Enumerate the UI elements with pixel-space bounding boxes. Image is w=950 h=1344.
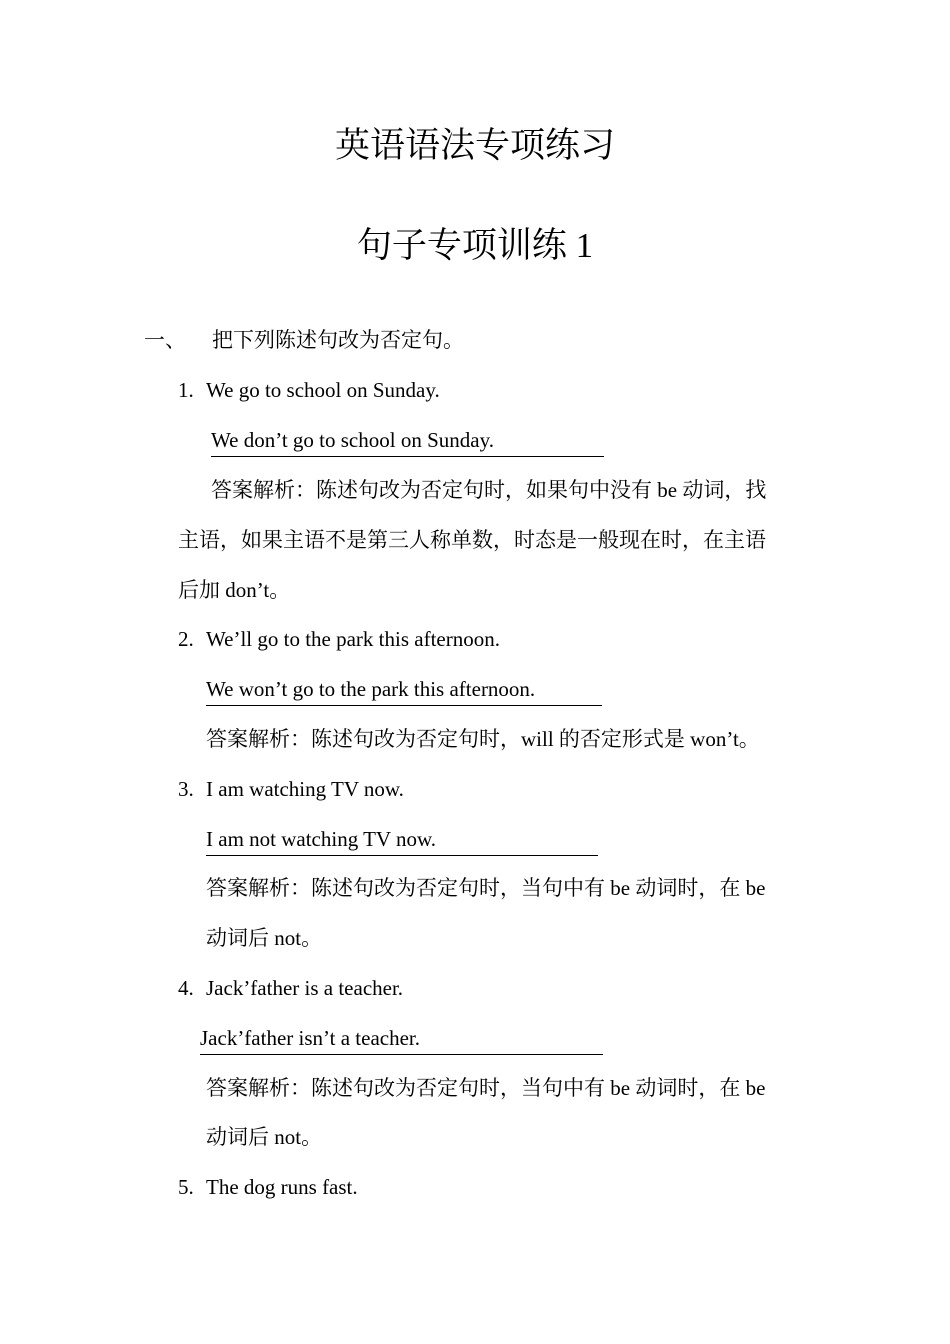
item-answer: I am not watching TV now. bbox=[206, 824, 598, 856]
item-number: 2. bbox=[178, 627, 194, 651]
item-number: 3. bbox=[178, 777, 194, 801]
section-instruction: 把下列陈述句改为否定句。 bbox=[212, 328, 464, 352]
document-title: 英语语法专项练习 bbox=[334, 126, 615, 165]
item-explanation-line: 答案解析：陈述句改为否定句时，如果句中没有 be 动词，找 bbox=[211, 478, 767, 502]
item-explanation-line: 主语，如果主语不是第三人称单数，时态是一般现在时，在主语 bbox=[178, 528, 766, 552]
item-explanation-line: 答案解析：陈述句改为否定句时，当句中有 be 动词时，在 be bbox=[206, 876, 766, 900]
item-sentence: We go to school on Sunday. bbox=[206, 378, 440, 402]
item-explanation-line: 答案解析：陈述句改为否定句时，will 的否定形式是 won’t。 bbox=[206, 727, 760, 751]
item-explanation-line: 动词后 not。 bbox=[206, 926, 323, 950]
item-sentence: We’ll go to the park this afternoon. bbox=[206, 627, 500, 651]
item-number: 4. bbox=[178, 976, 194, 1000]
item-number: 5. bbox=[178, 1175, 194, 1199]
item-answer: We don’t go to school on Sunday. bbox=[211, 425, 604, 457]
item-explanation-line: 后加 don’t。 bbox=[178, 578, 291, 602]
item-sentence: I am watching TV now. bbox=[206, 777, 404, 801]
item-explanation-line: 动词后 not。 bbox=[206, 1125, 323, 1149]
item-answer: We won’t go to the park this afternoon. bbox=[206, 674, 602, 706]
item-answer: Jack’father isn’t a teacher. bbox=[200, 1023, 603, 1055]
item-sentence: Jack’father is a teacher. bbox=[206, 976, 404, 1000]
item-explanation-line: 答案解析：陈述句改为否定句时，当句中有 be 动词时，在 be bbox=[206, 1076, 766, 1100]
item-number: 1. bbox=[178, 378, 194, 402]
document-subtitle: 句子专项训练 1 bbox=[356, 226, 594, 265]
section-number: 一、 bbox=[144, 328, 186, 352]
item-sentence: The dog runs fast. bbox=[206, 1175, 358, 1199]
